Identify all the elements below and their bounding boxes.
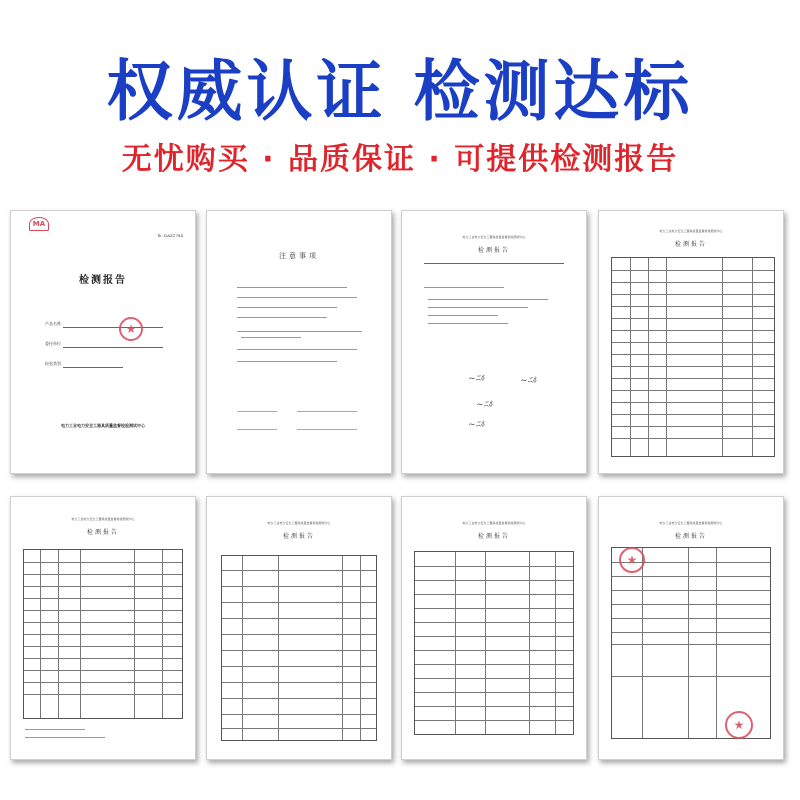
doc-org: 电力工业电力安全工器具质量监督检验测试中心 xyxy=(71,517,135,521)
doc-org: 电力工业电力安全工器具质量监督检验测试中心 xyxy=(659,229,723,233)
report-table-page xyxy=(401,496,587,760)
notes-title: 注意事项 xyxy=(279,252,319,260)
result-table xyxy=(611,547,771,739)
signature: ~ﾆﾙ xyxy=(476,400,493,410)
signature: ~ﾆﾙ xyxy=(520,376,537,386)
doc-footer: 电力工业电力安全工器具质量监督检验测试中心 xyxy=(61,423,145,428)
field-product: 产品名称 xyxy=(45,321,61,326)
doc-title: 检测报告 xyxy=(674,533,707,540)
subline: 无忧购买 · 品质保证 · 可提供检测报告 xyxy=(121,142,679,177)
report-cover-page xyxy=(10,210,196,474)
notes-page xyxy=(206,210,392,474)
field-category: 检验类别 xyxy=(45,361,61,366)
doc-title: 检测报告 xyxy=(282,533,315,540)
result-table xyxy=(414,551,574,735)
doc-title: 检测报告 xyxy=(477,533,510,540)
report-number: №: DAZ1784 xyxy=(157,233,183,238)
signature: ~ﾆﾙ xyxy=(468,420,485,430)
doc-title: 检测报告 xyxy=(477,247,510,254)
report-signature-page xyxy=(401,210,587,474)
report-table-page xyxy=(598,210,784,474)
doc-title: 检测报告 xyxy=(86,529,119,536)
result-table xyxy=(221,555,377,741)
report-table-page xyxy=(10,496,196,760)
doc-org: 电力工业电力安全工器具质量监督检验测试中心 xyxy=(462,235,526,239)
doc-org: 电力工业电力安全工器具质量监督检验测试中心 xyxy=(462,521,526,525)
red-stamp xyxy=(725,711,753,739)
result-table xyxy=(611,257,775,457)
result-table xyxy=(23,549,183,719)
report-table-page xyxy=(206,496,392,760)
ma-logo: MA xyxy=(29,217,49,231)
signature: ~ﾆﾙ xyxy=(468,374,485,384)
headline: 权威认证 检测达标 xyxy=(106,53,694,130)
red-stamp xyxy=(619,547,645,573)
red-stamp xyxy=(119,317,143,341)
doc-org: 电力工业电力安全工器具质量监督检验测试中心 xyxy=(267,521,331,525)
report-conclusion-page xyxy=(598,496,784,760)
report-title: 检测报告 xyxy=(79,275,127,286)
field-client: 委托单位 xyxy=(45,341,61,346)
doc-title: 检测报告 xyxy=(674,241,707,248)
doc-org: 电力工业电力安全工器具质量监督检验测试中心 xyxy=(659,521,723,525)
